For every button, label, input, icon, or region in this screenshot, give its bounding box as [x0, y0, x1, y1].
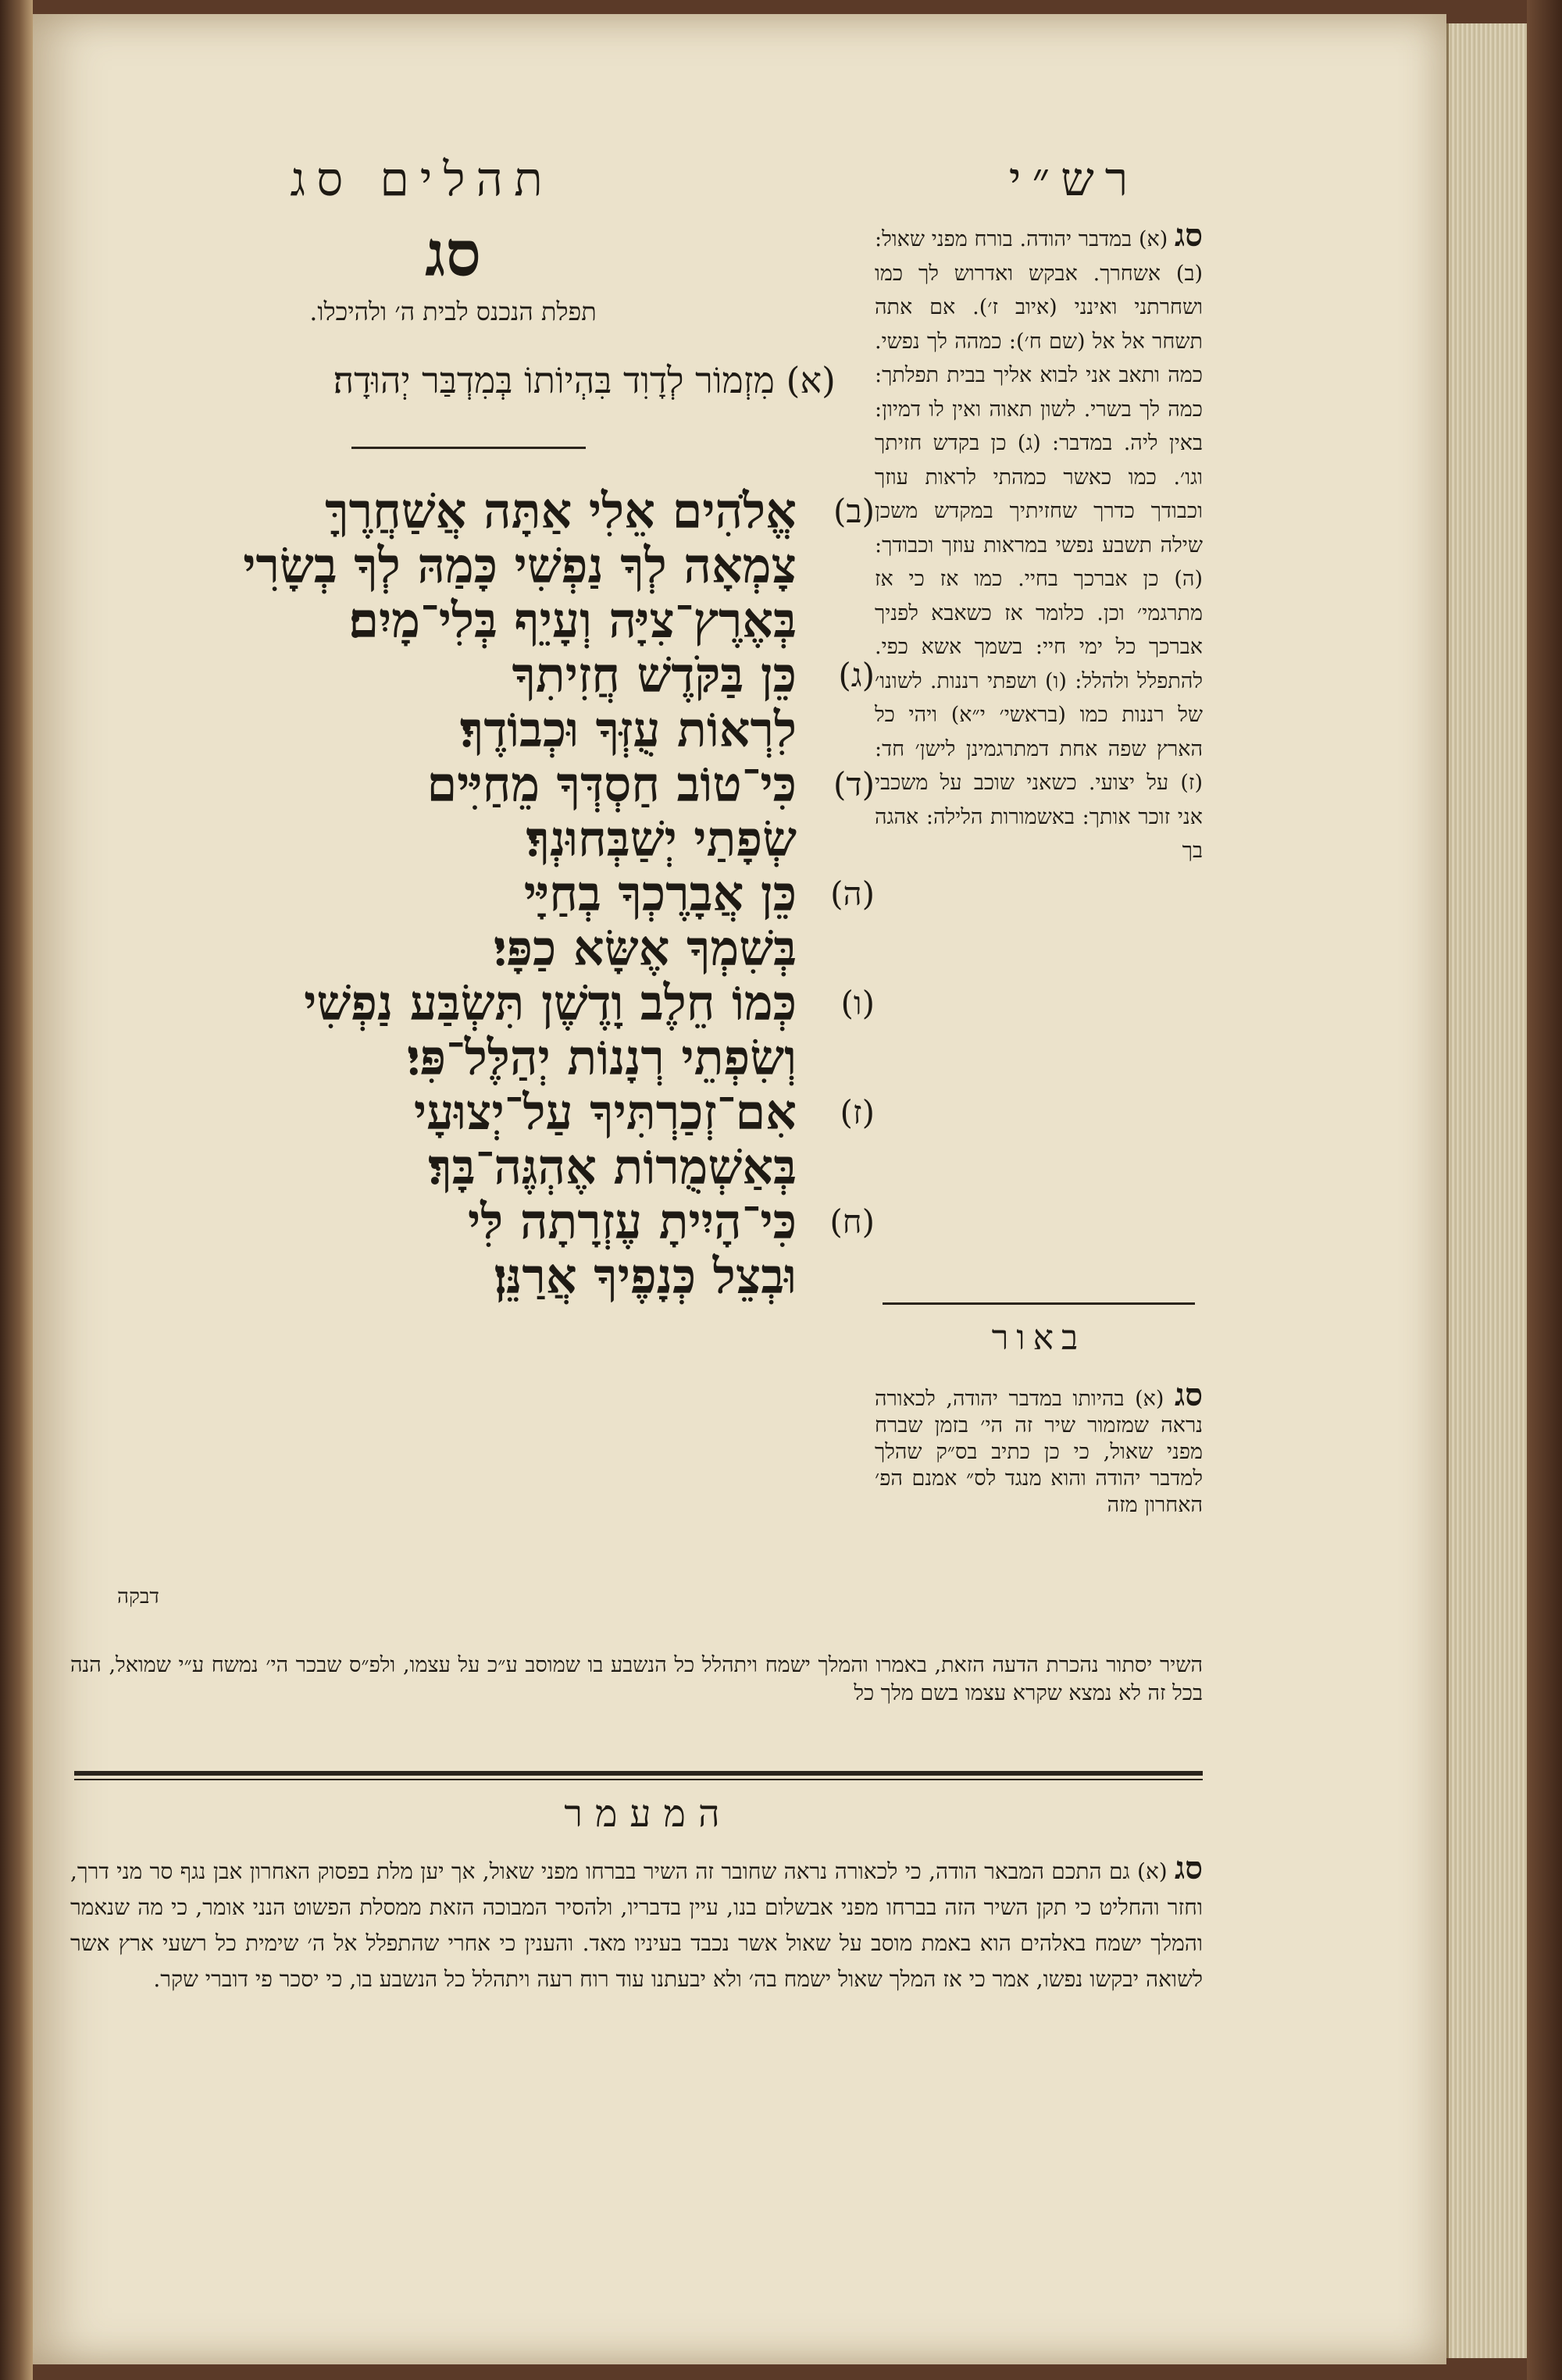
- biur-commentary: [875, 1382, 1203, 1648]
- verse-line: [94, 648, 875, 703]
- verse-number: (ג): [838, 656, 875, 694]
- verse-line: [94, 539, 875, 593]
- verse-text: כֵּן בַּקֹּדֶשׁ חֲזִיתִךָ: [512, 647, 797, 704]
- verse-text: אִם־זְכַרְתִּיךָ עַל־יְצוּעָי: [413, 1084, 797, 1141]
- verse-text: צָמְאָה לְךָ נַפְשִׁי כָּמַהּ לְךָ בְשָׂרִי: [243, 537, 797, 594]
- maamar-text: (א) גם התכם המבאר הודה, כי לכאורה נראה שחובר זה השיר בברחו מפני שאול, אך יען מלת בפסוק האחרון אבן נגף סר מני דרך, וחזר והחליט כי תקן השיר הזה בברחו מפני אבשלום בנו, עיין בדבריו, ולהסיר המבוכה הזאת ממסלת הפשוט הנני אומר, כי מה שנאמר והמלך ישמח באלהים הוא באמת מוסב על שאול אשר נכבד בעיניו מאד. והענין כי אחרי שהתפלל אל ה׳ שימית כל רשעי ארץ אשר לשואה יבקשו נפשו, אמר כי אז המלך שאול ישמח בה׳ ולא יבעתנו עוד רוח רעה ויתהלל כל הנשבע בו, כי יסכר פי דוברי שקר.: [70, 1858, 1203, 1992]
- verse-text: וּבְצֵל כְּנָפֶיךָ אֲרַנֵּן׃: [494, 1248, 797, 1305]
- book-binding: [1527, 0, 1562, 2380]
- verse-number: (ד): [833, 765, 875, 803]
- biur-psalm-mark: סג: [1175, 1382, 1203, 1413]
- verse-line: [94, 921, 875, 976]
- verse-number: (ב): [833, 492, 875, 530]
- maamar-title: המעמר: [564, 1792, 733, 1836]
- heading-divider: [351, 447, 586, 449]
- verse-line: [94, 757, 875, 812]
- maamar-psalm-mark: סג: [1175, 1851, 1203, 1887]
- biur-title: באור: [991, 1318, 1086, 1358]
- psalm-number: סג: [425, 217, 481, 290]
- verse-line: [94, 1249, 875, 1304]
- verse-line: [94, 1085, 875, 1140]
- verse-text: בְּאַשְׁמֻרוֹת אֶהְגֶּה־בָּךְ׃: [428, 1138, 797, 1195]
- verse-number: (ה): [830, 875, 875, 913]
- header-rashi: רש״י: [1008, 152, 1139, 207]
- rashi-commentary: [875, 219, 1203, 1288]
- verse-line: [94, 1195, 875, 1249]
- verse-line: [94, 1140, 875, 1195]
- verse-text: בְּשִׁמְךָ אֶשָּׂא כַפָּי׃: [494, 920, 797, 977]
- verse-text: שְׂפָתַי יְשַׁבְּחוּנְךָ׃: [526, 811, 797, 868]
- verse-text: כִּי־טוֹב חַסְדְּךָ מֵחַיִּים: [426, 756, 797, 813]
- verse-number: (ז): [840, 1093, 875, 1131]
- verse-line: [94, 867, 875, 921]
- verse-number: (ח): [829, 1202, 875, 1241]
- verse-text: אֱלֹהִים אֵלִי אַתָּה אֲשַׁחֲרֶךָּ: [325, 483, 797, 540]
- section-divider: [74, 1771, 1203, 1776]
- catchword: דבקה: [117, 1585, 159, 1609]
- verse-text: כֵּן אֲבָרֶכְךָ בְחַיָּי: [523, 865, 797, 922]
- verse-line: [94, 593, 875, 648]
- rashi-psalm-mark: סג: [1175, 219, 1203, 254]
- psalm-heading: (א) מִזְמוֹר לְדָוִד בִּהְיוֹתוֹ בְּמִדְבַּר יְהוּדָה׃: [333, 359, 836, 401]
- psalm-subtitle: תפלת הנכנס לבית ה׳ ולהיכלו.: [309, 297, 597, 326]
- verse-text: כְּמוֹ חֵלֶב וָדֶשֶׁן תִּשְׂבַּע נַפְשִׁי: [304, 974, 797, 1031]
- verse-line: [94, 812, 875, 867]
- rashi-divider: [883, 1302, 1195, 1305]
- verse-line: [94, 484, 875, 539]
- verse-text: וְשִׂפְתֵי רְנָנוֹת יְהַלֶּל־פִּי׃: [407, 1029, 797, 1086]
- biur-continuation: השיר יסתור נהכרת הדעה הזאת, באמרו והמלך ישמח ויתהלל כל הנשבע בו שמוסב ע״כ על עצמו, ולפ״ס שבכר הי׳ נמשח ע״י שמואל, הנה בכל זה לא נמצא שקרא עצמו בשם מלך כל: [70, 1653, 1203, 1705]
- section-divider-thin: [74, 1779, 1203, 1780]
- biur-text: (א) בהיותו במדבר יהודה, לכאורה נראה שמזמור שיר זה הי׳ בזמן שברח מפני שאול, כי כן כתיב בס״ק שהלך למדבר יהודה והוא מנגד לס״ אמנם הפ׳ האחרון מזה: [875, 1387, 1203, 1517]
- maamar-commentary: [70, 1851, 1203, 2085]
- facing-page-edge: [0, 0, 33, 2380]
- verse-line: [94, 976, 875, 1031]
- verse-line: [94, 1031, 875, 1085]
- verse-text: לִרְאוֹת עֻזְּךָ וּכְבוֹדֶךָ׃: [459, 701, 797, 758]
- verse-number: (ו): [840, 984, 875, 1022]
- rashi-text: (א) במדבר יהודה. בורח מפני שאול: (ב) אשחרך. אבקש ואדרוש לך כמו ושחרתני ואינני (איוב ז׳). אם אתה תשחר אל אל (שם ח׳): כמהה לך נפשי. כמה ותאב אני לבוא אליך בבית תפלתך: כמה לך בשרי. לשון תאוה ואין לו דמיון: באין ליה. במדבר: (ג) כן בקדש חזיתך וגו׳. כמו כאשר כמהתי לראות עוזך וכבודך כדרך שחזיתיך במקדש משכן שילה תשבע נפשי במראות עוזך וכבודך: (ה) כן אברכך בחיי. כמו אז כי אז מתרגמי׳ וכן. כלומר אז כשאבא לפניך אברכך כל ימי חיי: בשמך אשא כפי. להתפלל ולהלל: (ו) ושפתי רננות. לשונו׳ של רננות כמו (בראשי׳ י״א) ויהי כל הארץ שפה אחת דמתרגמינן לישן׳ חד: (ז) על יצועי. כשאני שוכב על משכבי אני זוכר אותך: באשמורות הלילה: אהגה בך: [875, 227, 1203, 863]
- verse-line: [94, 703, 875, 757]
- header-title: תהלים סג: [290, 152, 554, 207]
- verse-text: בְּאֶרֶץ־צִיָּה וְעָיֵף בְּלִי־מָיִם׃: [348, 592, 797, 649]
- verse-text: כִּי־הָיִיתָ עֶזְרָתָה לִּי: [467, 1193, 797, 1250]
- psalm-verses: [94, 484, 875, 1304]
